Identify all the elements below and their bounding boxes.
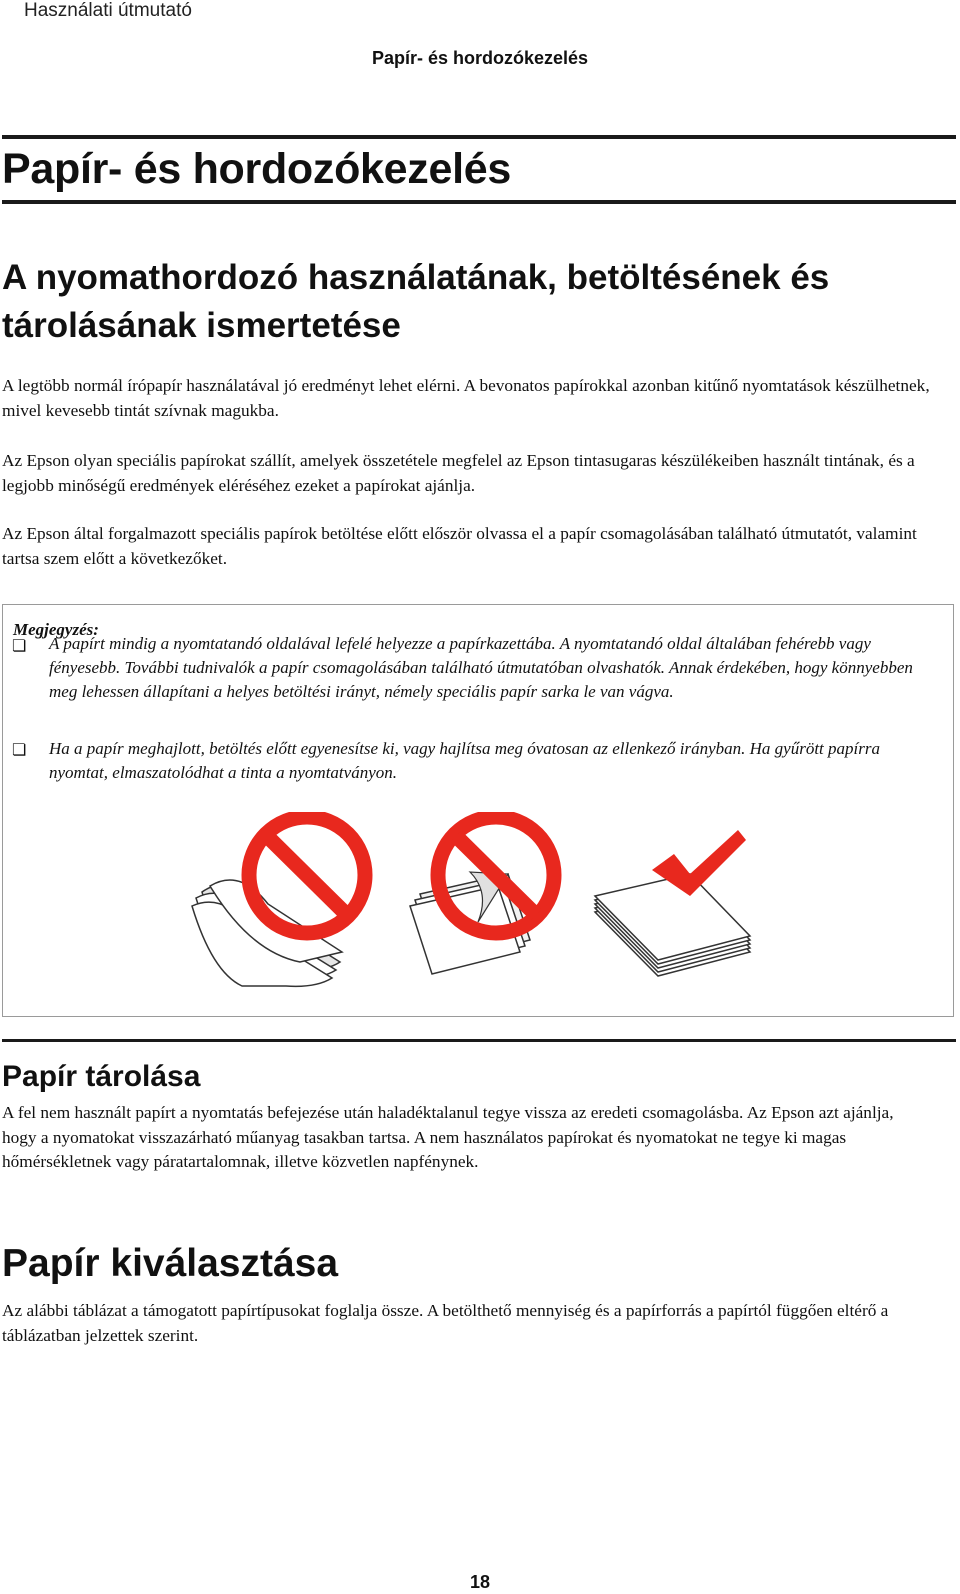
chapter-top-rule — [2, 135, 956, 139]
selection-paragraph: Az alábbi táblázat a támogatott papírtípusokat foglalja össze. A betölthető mennyiség és a papírforrás a papírtól függően eltérő a táblázatban jelzettek szerint. — [2, 1301, 889, 1345]
note-bullet-1: ❏ — [12, 638, 27, 655]
paper-handling-illustration — [190, 812, 780, 997]
note-bullet-2: ❏ — [12, 742, 27, 759]
approved-flat-paper-checkmark-icon — [595, 830, 750, 976]
storage-title: Papír tárolása — [2, 1060, 201, 1093]
chapter-bottom-rule — [2, 200, 956, 204]
running-header: Használati útmutató — [24, 0, 192, 21]
note-item-2: Ha a papír meghajlott, betöltés előtt egyenesítse ki, vagy hajlítsa meg óvatosan az ellenkező irányban. Ha gyűrött papírra nyomtat, elmaszatolódhat a tinta a nyomtatványon. — [49, 739, 880, 782]
note-item-1: A papírt mindig a nyomtatandó oldalával lefelé helyezze a papírkazettába. A nyomtatandó oldal általában fehérebb vagy fényesebb. További tudnivalók a papír csomagolásában található útmutatóban olvashatók. Annak érdekében, hogy könnyebben meg lehessen állapítani a helyes betöltési irányt, némely speciális papír sarka le van vágva. — [49, 634, 913, 701]
intro-paragraph-3: Az Epson által forgalmazott speciális papírok betöltése előtt először olvassa el a papír csomagolásában található útmutatót, valamint tartsa szem előtt a következőket. — [2, 524, 917, 568]
storage-rule — [2, 1039, 956, 1042]
selection-title: Papír kiválasztása — [2, 1242, 339, 1285]
storage-paragraph: A fel nem használt papírt a nyomtatás befejezése után haladéktalanul tegye vissza az eredeti csomagolásba. Az Epson azt ajánlja, hogy a nyomatokat visszazárható műanyag tasakban tartsa. A nem használatos papírokat és nyomatokat ne tegye ki magas hőmérsékletnek vagy páratartalomnak, illetve közvetlen napfénynek. — [2, 1103, 894, 1171]
chapter-title: Papír- és hordozókezelés — [2, 145, 511, 193]
note-title: Megjegyzés: — [13, 620, 99, 639]
prohibited-curled-paper-icon — [192, 817, 365, 986]
section-header: Papír- és hordozókezelés — [371, 48, 589, 68]
intro-paragraph-1: A legtöbb normál írópapír használatával jó eredményt lehet elérni. A bevonatos papírokkal azonban kitűnő nyomtatások készülhetnek, mivel kevesebb tintát szívnak magukba. — [2, 376, 930, 420]
section-title: A nyomathordozó használatának, betöltésének és tárolásának ismertetése — [2, 258, 830, 345]
intro-paragraph-2: Az Epson olyan speciális papírokat szállít, amelyek összetétele megfelel az Epson tintasugaras készülékeiben használt tintának, és a legjobb minőségű eredmények eléréséhez ezeket a papírokat ajánlja. — [2, 451, 915, 495]
page-number: 18 — [469, 1572, 491, 1592]
prohibited-folded-paper-icon — [410, 817, 554, 974]
